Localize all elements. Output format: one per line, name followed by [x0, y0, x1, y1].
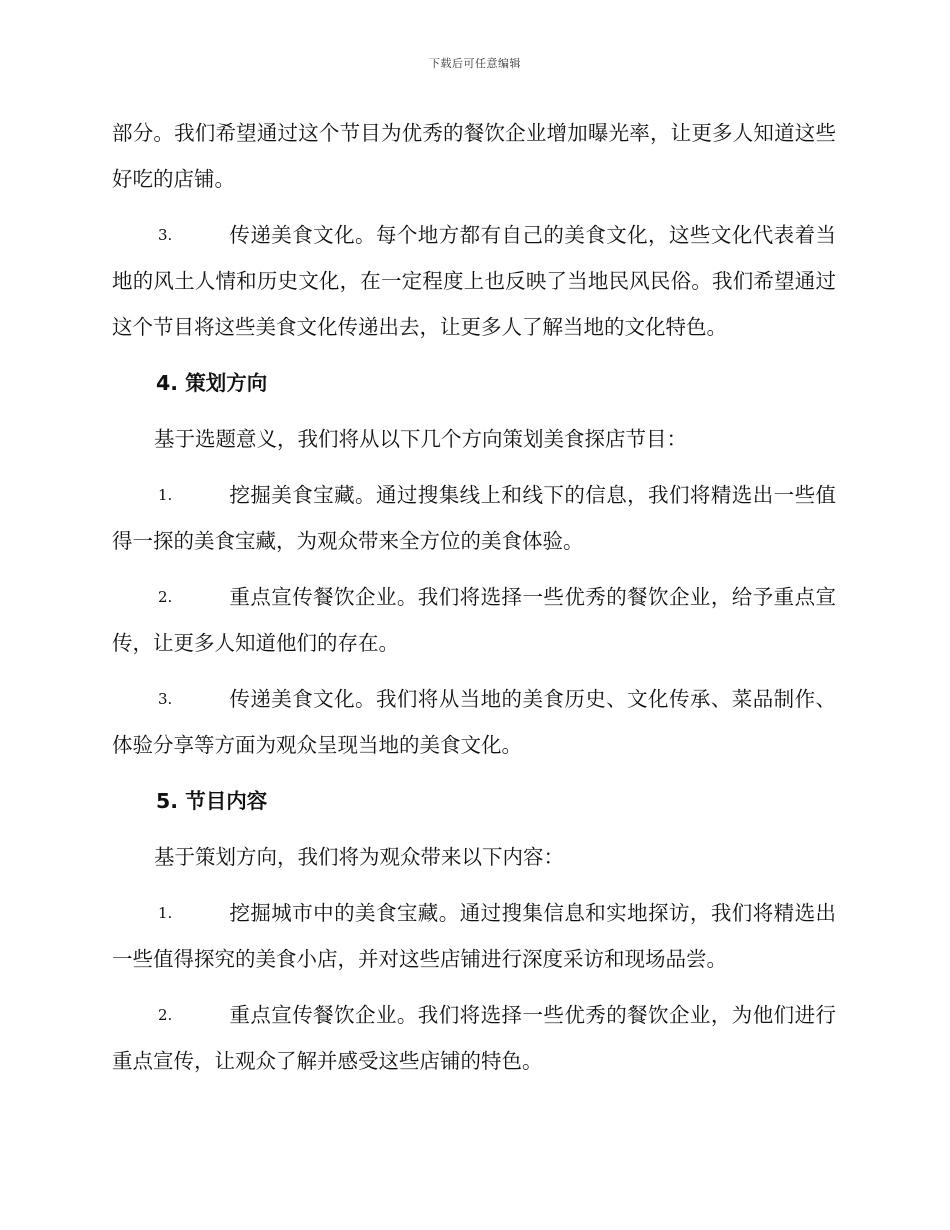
paragraph-intro-continuation: 部分。我们希望通过这个节目为优秀的餐饮企业增加曝光率，让更多人知道这些好吃的店铺。 — [112, 121, 836, 191]
document-body — [112, 110, 836, 1094]
section-heading-content: 5. 节目内容 — [156, 789, 268, 813]
list-item — [112, 472, 836, 564]
list-item — [112, 992, 836, 1084]
list-number: 2. — [158, 588, 173, 606]
list-number: 2. — [158, 1006, 173, 1024]
list-item-text: 传递美食文化。每个地方都有自己的美食文化，这些文化代表着当地的风土人情和历史文化，在一定程度上也反映了当地民风民俗。我们希望通过这个节目将这些美食文化传递出去，让更多人了解当地的文化特色。 — [112, 223, 836, 339]
list-item — [112, 890, 836, 982]
paragraph-planning-intro: 基于选题意义，我们将从以下几个方向策划美食探店节目： — [154, 427, 687, 451]
list-item-text: 挖掘美食宝藏。通过搜集线上和线下的信息，我们将精选出一些值得一探的美食宝藏，为观众带来全方位的美食体验。 — [112, 483, 836, 553]
list-item-text: 传递美食文化。我们将从当地的美食历史、文化传承、菜品制作、体验分享等方面为观众呈现当地的美食文化。 — [112, 687, 836, 757]
list-item — [112, 676, 836, 768]
list-number: 1. — [158, 904, 173, 922]
list-item-text: 挖掘城市中的美食宝藏。通过搜集信息和实地探访，我们将精选出一些值得探究的美食小店，并对这些店铺进行深度采访和现场品尝。 — [112, 901, 836, 971]
list-item — [112, 574, 836, 666]
list-number: 3. — [158, 226, 173, 244]
paragraph-content-intro: 基于策划方向，我们将为观众带来以下内容： — [154, 845, 564, 869]
header-note: 下载后可任意编辑 — [429, 57, 521, 70]
list-number: 3. — [158, 690, 173, 708]
list-item — [112, 212, 836, 350]
list-number: 1. — [158, 486, 173, 504]
list-item-text: 重点宣传餐饮企业。我们将选择一些优秀的餐饮企业，给予重点宣传，让更多人知道他们的存在。 — [112, 585, 836, 655]
list-item-text: 重点宣传餐饮企业。我们将选择一些优秀的餐饮企业，为他们进行重点宣传，让观众了解并感受这些店铺的特色。 — [112, 1003, 836, 1073]
section-heading-planning: 4. 策划方向 — [156, 371, 268, 395]
